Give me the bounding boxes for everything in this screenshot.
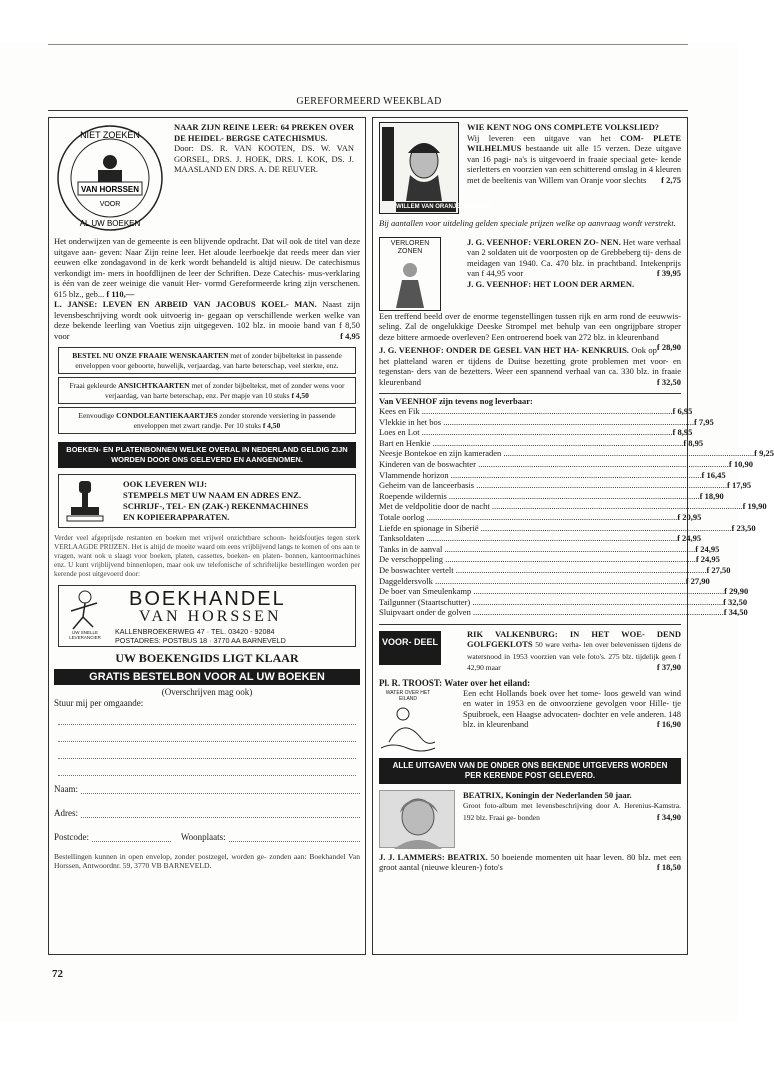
header-rule <box>48 110 688 111</box>
price-list-row <box>379 575 710 587</box>
book-title: Vlekkie in het bos ..... <box>379 417 694 428</box>
address-label: Adres: <box>54 808 78 818</box>
intro-title: NAAR ZIJN REINE LEER: 64 PREKEN OVER DE HEIDEL- BERGSE CATECHISMUS. <box>174 122 354 143</box>
janse-price: f 4,95 <box>340 330 360 341</box>
card2-title: ANSICHTKAARTEN <box>118 381 190 390</box>
janse-text: Naast zijn levensbeschrijving wordt ook uitvoerig in- gegaan op verschillende werken welke van deze bekende leerling van Voetius zijn uitgegeven. 102 blz. in mooie band van f 8,50 voor <box>54 299 360 341</box>
book-price: f 8,95 <box>672 427 693 438</box>
price-list-row <box>379 469 726 481</box>
wilhelmus-title: WIE KENT NOG ONS COMPLETE VOLKSLIED? <box>467 122 659 132</box>
price-list-row <box>379 596 748 608</box>
price-list-row <box>379 437 704 449</box>
condolence-cards-box <box>58 407 356 434</box>
card1-text: met of zonder bijbeltekst in passende enveloppen voor geboorte, huwelijk, verjaardag, van harte beterschap, veel sterkte, enz. <box>75 351 342 370</box>
verloren-cover-text: VERLOREN ZONEN <box>390 239 430 255</box>
book-price: f 9,25 <box>754 448 774 459</box>
order-lines <box>54 708 360 776</box>
intro-body: Het onderwijzen van de gemeente is een blijvende opdracht. Dat wil ook de titel van deze uitgave aan- geven: Naar Zijn reine leer. Het aloude leerboekje dat reeds meer dan vier eeuwen elke zondagavond in de kerk wordt behandeld is altijd nieuw. De catechismus verkondigt im- mers in hoofdlijnen de leer der Schriften. Deze Catechis- mus-verklaring is één van de zeer weinige die vanuit Her- vormd Gereformeerde kring zijn verschenen. 615 blz., geb... <box>54 236 360 299</box>
wilhelmus-note: Bij aantallen voor uitdeling gelden speciale prijzen welke op aanvraag wordt verstrekt. <box>379 218 676 228</box>
wilhelmus-price: f 2,75 <box>661 174 681 185</box>
card3-pre: Eenvoudige <box>78 411 115 420</box>
book-title: Roepende wildernis ..... <box>379 491 700 502</box>
lammers-text: 50 boeiende momenten uit haar leven. 80 blz. met een groot aantal (nieuwe kleuren-) foto's <box>379 851 681 873</box>
wilhelmus-cover-text: WILLEM VAN ORANJE · DASSOV <box>396 204 491 210</box>
verloren-text: Het ware verhaal van 2 soldaten uit de voorposten op de Grebbeberg tij- dens de meidagen van 1940. Ca. 470 blz. in prachtband. Intekenprijs van f 44,95 voor <box>467 236 681 278</box>
price-list-row <box>379 554 720 565</box>
price-list-row <box>379 406 693 417</box>
gesel-price: f 32,50 <box>656 376 681 387</box>
veenhof-list <box>379 406 774 618</box>
book-price: f 32,50 <box>723 596 748 607</box>
book-title: Kees en Fik ..... <box>379 406 672 417</box>
card2-pre: Fraai gekleurde <box>69 381 117 390</box>
lammers-block <box>379 852 681 873</box>
beatrix-text: Groot foto-album met levensbeschrijving door A. Herenius-Kamstra. 192 blz. Fraai ge- bonden <box>463 801 681 822</box>
book-title: Vlammende horizon ..... <box>379 470 702 481</box>
name-label: Naam: <box>54 784 78 794</box>
intro-price: f 110,— <box>106 288 135 299</box>
order-note: (Overschrijven mag ook) <box>161 687 253 697</box>
price-list-row <box>379 480 752 491</box>
book-price: f 16,45 <box>701 469 726 480</box>
stamps-box <box>58 474 356 528</box>
book-title: Sluipvaart onder de golven ..... <box>379 607 724 618</box>
address-field[interactable] <box>54 808 360 818</box>
troost-price: f 16,90 <box>656 719 681 730</box>
price-list-row <box>379 533 702 544</box>
price-list-row <box>379 511 702 523</box>
book-price: f 34,50 <box>723 607 748 618</box>
price-list-row <box>379 564 731 576</box>
golf-block <box>379 624 681 674</box>
name-input[interactable] <box>81 784 360 794</box>
loon-price: f 28,90 <box>656 342 681 352</box>
loon-text: Een treffend beeld over de enorme tegenstellingen tussen rijk en arm rond de eeuwwis- seling. Zal de ongelukkige Deeske Strompel met behulp van een ongrijpbare stroper deze bittere armoede overleven? Een ontroerend boek van 272 blz. in kleurenband <box>379 310 681 342</box>
order-line[interactable] <box>58 742 356 759</box>
city-label: Woonplaats: <box>180 832 226 842</box>
name-field[interactable] <box>54 784 360 794</box>
price-list-row <box>379 490 724 502</box>
book-title: Tanksoldaten ..... <box>379 533 677 544</box>
logo-middle: VOOR <box>99 201 121 208</box>
stamp-icon <box>65 479 105 523</box>
lammers-title: J. J. LAMMERS: BEATRIX. <box>379 851 488 862</box>
postcode-input[interactable] <box>92 832 171 842</box>
beatrix-photo <box>379 790 455 848</box>
price-list-row <box>379 607 748 618</box>
scan-edge-line <box>48 44 688 45</box>
gesel-title: J. G. VEENHOF: ONDER DE GESEL VAN HET HA- KENKRUIS. <box>379 345 629 355</box>
order-line[interactable] <box>58 725 356 742</box>
order-line[interactable] <box>58 708 356 725</box>
price-list-row <box>379 427 693 438</box>
verloren-title: J. G. VEENHOF: VERLOREN ZO- NEN. <box>467 236 621 247</box>
voordeel-badge: VOOR- DEEL <box>379 631 441 665</box>
book-price: f 29,90 <box>724 586 749 597</box>
troost-cover <box>379 688 437 752</box>
stamps-line4: EN KOPIEERAPPARATEN. <box>123 512 230 522</box>
book-price: f 24,95 <box>695 543 720 554</box>
portrait-icon <box>380 123 491 213</box>
scan-margin-bottom <box>0 1022 738 1068</box>
logo-arc-bottom: AL UW BOEKEN <box>79 219 141 228</box>
logo-arc-top: NIET ZOEKEN <box>80 130 140 140</box>
book-title: Loes en Lot ..... <box>379 427 672 438</box>
bonnen-banner: BOEKEN- EN PLATENBONNEN WELKE OVERAL IN NEDERLAND GELDIG ZIJN WORDEN DOOR ONS GELEVERD EN AANGENOMEN. <box>58 442 356 468</box>
postcode-city-field[interactable] <box>54 832 360 842</box>
book-price: f 27,50 <box>706 564 731 575</box>
beatrix-block <box>379 790 681 848</box>
verloren-cover <box>379 237 441 311</box>
left-column <box>48 117 366 955</box>
soldier-icon <box>380 256 440 310</box>
price-list-row <box>379 522 756 534</box>
troost-title: Pl. R. TROOST: Water over het eiland: <box>379 677 531 688</box>
book-title: Liefde en spionage in Siberië ..... <box>379 523 731 534</box>
book-price: f 24,95 <box>677 533 702 544</box>
city-input[interactable] <box>229 832 360 842</box>
price-list-row <box>379 586 749 597</box>
right-column <box>372 117 774 955</box>
logo-name: VAN HORSSEN <box>80 185 140 194</box>
beatrix-price: f 34,90 <box>656 811 681 822</box>
book-title: De verschoppeling ..... <box>379 554 696 565</box>
troost-block <box>379 688 681 752</box>
scan-margin-top <box>0 0 738 42</box>
store-addr-1: KALLENBROEKERWEG 47 · TEL. 03420 - 92084 <box>115 627 275 636</box>
greeting-cards-box <box>58 347 356 374</box>
book-title: Neesje Bontekoe en zijn kameraden ..... <box>379 448 754 459</box>
book-price: f 27,90 <box>685 575 710 586</box>
troost-cover-text: WATER OVER HET EILAND <box>385 689 431 702</box>
card1-title: BESTEL NU ONZE FRAAIE WENSKAARTEN <box>72 351 229 360</box>
price-list-row <box>379 501 767 512</box>
card3-title: CONDOLEANTIEKAARTJES <box>116 411 218 420</box>
book-title: Tailgunner (Staartschutter) ..... <box>379 597 723 608</box>
small-print: Verder veel afgeprijsde restanten en boeken met vrijwel onzichtbare schoon- heidsfoutjes tegen sterk VERLAAGDE PRIJZEN. Het is altijd de moeite waard om eens vrijblijvend langs te komen of ons aan te vragen, want ook u slaagt voor boeken, platen, cassettes, boeken- en platen- bonnen, kantoormachines enz. U kunt vrijblijvend binnenlopen, maar ook uw telefonische of schriftelijke bestellingen worden per kerende post uitgevoerd door: <box>54 534 360 578</box>
janse-block <box>54 299 360 341</box>
postcards-box <box>58 377 356 404</box>
order-intro: Stuur mij per omgaande: <box>54 698 144 708</box>
book-title: Daggeldersvolk ..... <box>379 576 686 587</box>
price-list-row <box>379 458 753 470</box>
reader-figure-icon <box>103 155 117 169</box>
wilhelmus-text2: bestaande uit alle 15 verzen. Deze uitgave van 16 pagi- na's is uitgevoerd in fraaie speciaal gete- kende sierletters en voorzien van een schitterend omslag in 4 kleuren met de beeltenis van Willem van Oranje voor slechts <box>467 143 681 185</box>
golf-title: RIK VALKENBURG: IN HET WOE- DEND GOLFGEKLOTS <box>467 628 681 650</box>
card2-price: f 4,50 <box>291 390 309 400</box>
wilhelmus-block <box>379 122 681 214</box>
book-price: f 18,90 <box>699 490 724 501</box>
book-price: f 23,50 <box>731 522 756 533</box>
book-title: De boer van Smeulenkamp ..... <box>379 586 724 597</box>
order-line[interactable] <box>58 759 356 776</box>
book-title: Tanks in de aanval ..... <box>379 544 695 555</box>
book-price: f 8,95 <box>683 437 704 448</box>
verloren-block <box>379 237 681 311</box>
card3-text: zonder storende versiering in passende enveloppen met zwart randje. Per 10 stuks <box>133 411 336 430</box>
verloren-price: f 39,95 <box>656 268 681 278</box>
golf-text: 50 ware verha- len over belevenissen tijdens de watersnood in 1953 voorzien van vele foto's. 275 blz. tijdelijk geen f 42,90 maar <box>467 640 681 673</box>
gesel-text: Ook op het platteland waren er tijdens de Duitse bezetting grote problemen met voor- en tegenstan- ders van de bezetters. Weer een spannend verhaal van ca. 330 blz. in fraaie kleurenband <box>379 345 681 387</box>
gesel-block <box>379 345 681 387</box>
intro-authors: Door: DS. R. VAN KOOTEN, DS. W. VAN GORSEL, DRS. J. HOEK, DRS. I. KOK, DS. J. MAASLAND EN DRS. A. DE REUVER. <box>174 143 354 174</box>
stamps-line1: OOK LEVEREN WIJ: <box>123 479 207 489</box>
store-tag: UW SNELLE LEVERANCIER <box>69 630 101 640</box>
van-horssen-logo <box>54 122 166 234</box>
book-title: Kinderen van de boswachter ..... <box>379 459 729 470</box>
book-price: f 6,95 <box>672 406 693 416</box>
running-man-icon <box>63 589 107 635</box>
book-price: f 7,95 <box>693 416 714 427</box>
order-footer: Bestellingen kunnen in open envelop, zonder postzegel, worden ge- zonden aan: Boekhandel Van Horssen, Antwoordnr. 59, 3770 VB BARNEVELD. <box>54 852 360 871</box>
beatrix-title: BEATRIX, Koningin der Nederlanden 50 jaar. <box>463 789 632 800</box>
book-title: Bart en Henkie ..... <box>379 438 683 449</box>
masthead: GEREFORMEERD WEEKBLAD <box>296 96 442 107</box>
book-title: Totale oorlog ..... <box>379 512 677 523</box>
card2-text: met of zonder bijbeltekst, met of zonder wens voor verjaardag, van harte beterschap, enz. Per mapje van 10 stuks <box>105 381 345 400</box>
book-price: f 20,95 <box>677 511 702 522</box>
book-price: f 17,95 <box>727 480 752 491</box>
stamps-line2: STEMPELS MET UW NAAM EN ADRES ENZ. <box>123 490 301 500</box>
address-input[interactable] <box>81 808 360 818</box>
lammers-price: f 18,50 <box>656 862 681 873</box>
store-name-2: VAN HORSSEN <box>139 608 282 625</box>
golf-price: f 37,90 <box>656 662 681 673</box>
price-list-row <box>379 448 774 459</box>
book-title: Met de veldpolitie door de nacht ..... <box>379 501 743 512</box>
book-title: De boswachter vertelt ..... <box>379 565 706 576</box>
order-banner: GRATIS BESTELBON VOOR AL UW BOEKEN <box>54 669 360 685</box>
list-title: Van VEENHOF zijn tevens nog leverbaar: <box>379 393 681 406</box>
price-list-row <box>379 543 720 555</box>
guide-heading: UW BOEKENGIDS LIGT KLAAR <box>115 651 299 665</box>
flood-figure-icon <box>379 702 437 752</box>
book-price: f 24,95 <box>695 554 720 565</box>
postcode-label: Postcode: <box>54 832 89 842</box>
store-box <box>58 585 356 647</box>
janse-title: L. JANSE: LEVEN EN ARBEID VAN JACOBUS KOEL- MAN. <box>54 299 317 309</box>
queen-portrait-icon <box>380 791 456 849</box>
loon-title: J. G. VEENHOF: HET LOON DER ARMEN. <box>467 278 635 289</box>
book-price: f 19,90 <box>742 501 767 512</box>
stamps-line3: SCHRIJF-, TEL- EN (ZAK-) REKENMACHINES <box>123 501 309 511</box>
book-title: Geheim van de lanceerbasis ..... <box>379 480 727 491</box>
book-price: f 10,90 <box>728 458 753 469</box>
troost-text: Een echt Hollands boek over het tome- loos geweld van wind en water in 1953 en de onvoorziene gevolgen voor Hille- tje Spuibroek, een Haagse advocaten- dochter en vele anderen. 148 blz. in kleurenband <box>463 687 681 730</box>
intro-block <box>54 122 360 234</box>
wilhelmus-bold: COM- PLETE WILHELMUS <box>467 132 681 153</box>
wilhelmus-cover <box>379 122 491 214</box>
store-name-1: BOEKHANDEL <box>129 588 286 610</box>
card3-price: f 4,50 <box>262 420 281 430</box>
store-addr-2: POSTADRES: POSTBUS 18 · 3770 AA BARNEVELD <box>115 636 286 645</box>
page-number: 72 <box>52 968 63 980</box>
intro-text <box>54 236 360 299</box>
all-editions-banner: ALLE UITGAVEN VAN DE ONDER ONS BEKENDE UITGEVERS WORDEN PER KERENDE POST GELEVERD. <box>379 758 681 784</box>
wilhelmus-text1: Wij leveren een uitgave van het <box>467 132 611 143</box>
price-list-row <box>379 416 714 428</box>
